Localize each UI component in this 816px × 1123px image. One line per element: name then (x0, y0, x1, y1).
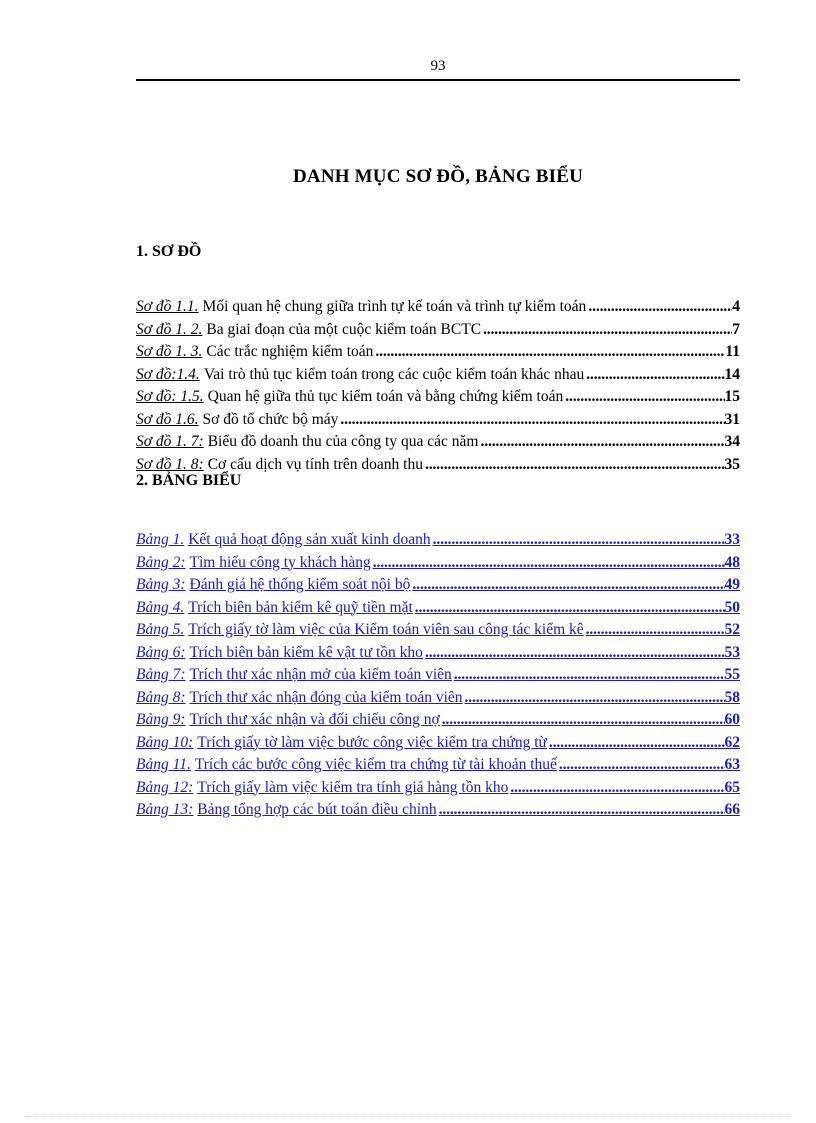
entry-text: Trích các bước công việc kiểm tra chứng từ tài khoản thuế (194, 756, 557, 773)
entry-label: Bảng 9: (136, 711, 186, 728)
entry-text: Trích biên bản kiểm kê vật tư tồn kho (189, 643, 423, 661)
entry-text: Quan hệ giữa thủ tục kiểm toán và bằng chứng kiểm toán (207, 388, 564, 405)
dot-leader (452, 666, 725, 684)
entry-text: Biểu đồ doanh thu của công ty qua các năm (207, 433, 479, 450)
entry-text: Đánh giá hệ thống kiểm soát nội bộ (189, 576, 411, 593)
entry-label: Sơ đồ 1. 2. (136, 320, 203, 338)
toc-entry[interactable] (136, 388, 740, 411)
entry-label: Bảng 8: (136, 688, 186, 706)
entry-text: Ba giai đoạn của một cuộc kiểm toán BCTC (206, 320, 482, 338)
toc-entry[interactable] (136, 298, 740, 321)
entry-label: Sơ đồ 1.6. (136, 410, 199, 428)
entry-page: 34 (724, 433, 740, 450)
entry-page: 31 (724, 410, 740, 428)
diagram-list (136, 298, 740, 478)
dot-leader (463, 689, 725, 707)
entry-page: 49 (724, 576, 740, 593)
entry-page: 4 (732, 298, 740, 315)
dot-leader (410, 576, 724, 594)
dot-leader (481, 321, 732, 339)
toc-entry[interactable] (136, 433, 740, 456)
toc-entry[interactable] (136, 321, 740, 344)
entry-page: 60 (724, 711, 740, 728)
entry-page: 58 (724, 688, 740, 706)
entry-page: 14 (724, 365, 740, 383)
dot-leader (584, 366, 724, 384)
toc-link[interactable] (136, 756, 740, 779)
entry-label: Sơ đồ 1. 3. (136, 343, 203, 360)
dot-leader (371, 554, 725, 572)
dot-leader (584, 621, 725, 639)
dot-leader (338, 411, 724, 429)
toc-link[interactable] (136, 711, 740, 734)
toc-entry[interactable] (136, 343, 740, 366)
entry-text: Kết quả hoạt động sản xuất kinh doanh (188, 531, 431, 548)
entry-page: 35 (724, 455, 740, 473)
dot-leader (508, 779, 724, 797)
entry-label: Bảng 4. (136, 598, 185, 616)
entry-text: Sơ đồ tổ chức bộ máy (202, 410, 339, 428)
entry-label: Bảng 12: (136, 778, 194, 796)
toc-link[interactable] (136, 734, 740, 757)
dot-leader (423, 644, 725, 662)
entry-label: Bảng 5. (136, 621, 185, 638)
toc-link[interactable] (136, 621, 740, 644)
dot-leader (413, 599, 725, 617)
entry-label: Bảng 7: (136, 666, 186, 683)
dot-leader (423, 456, 725, 474)
entry-text: Cơ cấu dịch vụ tính trên doanh thu (207, 455, 423, 473)
section-heading-diagrams: 1. SƠ ĐỒ (136, 243, 202, 260)
entry-page: 62 (724, 733, 740, 751)
dot-leader (478, 433, 724, 451)
toc-link[interactable] (136, 779, 740, 802)
toc-link[interactable] (136, 666, 740, 689)
entry-label: Bảng 2: (136, 553, 186, 571)
dot-leader (586, 298, 732, 316)
entry-text: Tìm hiểu công ty khách hàng (189, 553, 371, 571)
entry-text: Trích thư xác nhận và đối chiếu công nợ (189, 711, 440, 728)
entry-text: Bảng tổng hợp các bút toán điều chỉnh (197, 801, 437, 818)
entry-page: 53 (724, 643, 740, 661)
table-list (136, 531, 740, 824)
page-bottom-border (24, 1116, 792, 1117)
entry-label: Sơ đồ 1.1. (136, 298, 199, 315)
toc-link[interactable] (136, 554, 740, 577)
toc-link[interactable] (136, 644, 740, 667)
entry-text: Trích giấy làm việc kiểm tra tính giá hàng tồn kho (197, 778, 509, 796)
toc-link[interactable] (136, 576, 740, 599)
toc-link[interactable] (136, 599, 740, 622)
entry-label: Bảng 11. (136, 756, 191, 773)
entry-label: Bảng 13: (136, 801, 194, 818)
entry-label: Sơ đồ:1.4. (136, 365, 200, 383)
entry-page: 55 (724, 666, 740, 683)
header-divider (136, 79, 740, 81)
toc-link[interactable] (136, 801, 740, 824)
entry-text: Trích biên bản kiểm kê quỹ tiền mặt (188, 598, 413, 616)
entry-label: Bảng 6: (136, 643, 186, 661)
entry-text: Trích thư xác nhận đóng của kiểm toán viên (189, 688, 463, 706)
dot-leader (440, 711, 725, 729)
entry-text: Vai trò thủ tục kiểm toán trong các cuộc kiểm toán khác nhau (203, 365, 585, 383)
entry-page: 63 (724, 756, 740, 773)
entry-page: 52 (724, 621, 740, 638)
dot-leader (563, 388, 724, 406)
entry-page: 11 (725, 343, 740, 360)
entry-label: Sơ đồ 1. 7: (136, 433, 204, 450)
page-title: DANH MỤC SƠ ĐỒ, BẢNG BIỂU (292, 166, 584, 187)
dot-leader (373, 343, 725, 361)
toc-entry[interactable] (136, 411, 740, 434)
page-number: 93 (430, 58, 446, 74)
dot-leader (431, 531, 725, 549)
entry-label: Bảng 10: (136, 733, 194, 751)
entry-text: Trích giấy tờ làm việc bước công việc kiểm tra chứng từ (197, 733, 547, 751)
entry-label: Sơ đồ 1. 8: (136, 455, 204, 473)
entry-label: Bảng 3: (136, 576, 186, 593)
entry-page: 50 (724, 598, 740, 616)
toc-link[interactable] (136, 689, 740, 712)
entry-label: Sơ đồ: 1.5. (136, 388, 204, 405)
entry-page: 15 (724, 388, 740, 405)
entry-text: Mối quan hệ chung giữa trình tự kế toán và trình tự kiểm toán (202, 298, 587, 315)
dot-leader (437, 801, 725, 819)
entry-label: Bảng 1. (136, 531, 185, 548)
entry-text: Các trắc nghiệm kiểm toán (206, 343, 374, 360)
entry-page: 33 (724, 531, 740, 548)
entry-page: 66 (724, 801, 740, 818)
entry-page: 65 (724, 778, 740, 796)
toc-link[interactable] (136, 531, 740, 554)
entry-page: 48 (724, 553, 740, 571)
dot-leader (547, 734, 725, 752)
entry-page: 7 (732, 320, 740, 338)
dot-leader (557, 756, 725, 774)
entry-text: Trích giấy tờ làm việc của Kiểm toán viên sau công tác kiểm kê (188, 621, 584, 638)
entry-text: Trích thư xác nhận mở của kiểm toán viên (189, 666, 452, 683)
toc-entry[interactable] (136, 366, 740, 389)
section-heading-tables: 2. BẢNG BIỂU (136, 472, 242, 489)
